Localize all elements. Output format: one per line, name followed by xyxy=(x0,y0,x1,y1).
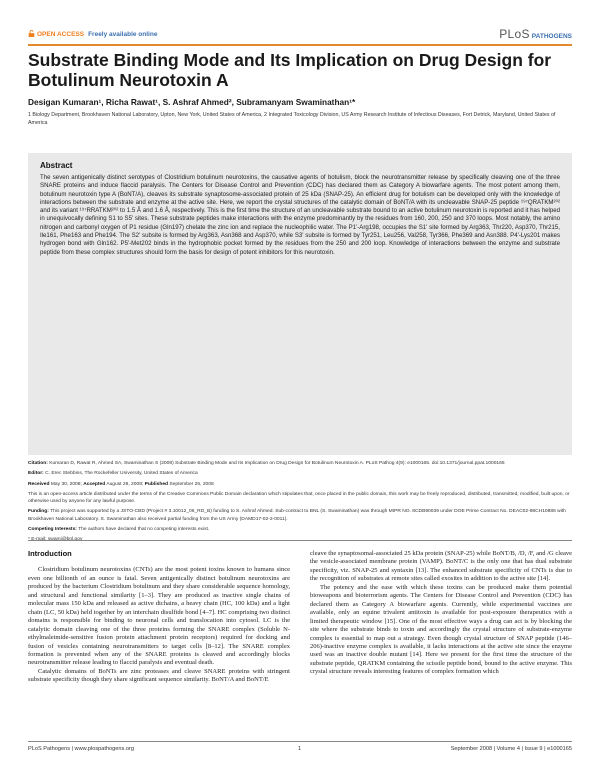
journal-logo-sub: PATHOGENS xyxy=(531,33,572,40)
abstract-text: The seven antigenically distinct serotypes of Clostridium botulinum neurotoxins, the causative agents of botulism, block the neurotransmitter release by specifically cleaving one of the three SNARE proteins and induce flaccid paralysis. The Centers for Disease Control and Prevention (CDC) has declared them as Category A biowarfare agents. The most potent among them, botulinum neurotoxin type A (BoNT/A), cleaves its substrate synaptosome-associated protein of 25 kDa (SNAP-25). An efficient drug for botulism can be developed only with the knowledge of interactions between the substrate and enzyme at the active site. Here, we report the crystal structures of the catalytic domain of BoNT/A with its uncleavable SNAP-25 peptide ¹⁹⁷QRATKM²⁰² and its variant ¹⁹⁷RRATKM²⁰² to 1.5 Å and 1.6 Å, respectively. This is the first time the structure of an uncleavable substrate bound to an active botulinum neurotoxin is reported and it has helped in unequivocally defining S1 to S5' sites. These substrate peptides make interactions with the enzyme predominantly by the residues from 160, 200, 250 and 370 loops. Most notably, the amino nitrogen and carbonyl oxygen of P1 residue (Gln197) chelate the zinc ion and replace the nucleophilic water. The P1'-Arg198, occupies the S1' site formed by Arg363, Thr220, Asp370, Thr215, Ile161, Phe163 and Phe194. The S2' subsite is formed by Arg363, Asn368 and Asp370, while S3' subsite is formed by Tyr251, Leu256, Val258, Tyr366, Phe369 and Asn388. P4'-Lys201 makes hydrogen bond with Gln162. P5'-Met202 binds in the hydrophobic pocket formed by the residues from the 250 and 200 loop. Knowledge of interactions between the enzyme and substrate peptide from these complex structures should form the basis for design of potent inhibitors for this neurotoxin. xyxy=(40,174,560,256)
intro-heading: Introduction xyxy=(28,549,72,558)
open-access-text: OPEN ACCESS xyxy=(37,31,85,38)
footer-issue-info: September 2008 | Volume 4 | Issue 9 | e1000165 xyxy=(450,746,572,752)
editor: Editor: C. Erec Stebbins, The Rockefeller University, United States of America xyxy=(28,471,198,477)
citation: Citation: Kumaran D, Rawat R, Ahmed SA, Swaminathan S (2008) Substrate Binding Mode and Its Implication on Drug Design for Botulinum Neurotoxin A. PLoS Pathog 4(9): e1000165. doi:10.1371/journal.ppat.1000165 xyxy=(28,461,505,466)
abstract-box xyxy=(28,153,572,455)
funding: Funding: This project was supported by a JSTO-CBD (Project # 3.10012_06_RD_B) funding to S. Ashraf Ahmed. Sub-contract to BNL (S. Swaminathan) was through MIPR NO. 8CDB90039 under DOE Prime Contract No. DEAC02-98CH10886 with Brookhaven National Laboratory. S. Swaminathan also received partial funding from the US Army (DAMD17-02-2-0011). xyxy=(28,509,566,522)
page-number: 1 xyxy=(298,746,302,752)
competing-interests: Competing Interests: The authors have declared that no competing interests exist. xyxy=(28,527,210,533)
dates: Received May 30, 2008; Accepted August 28, 2008; Published September 26, 2008 xyxy=(28,481,214,487)
lock-open-icon xyxy=(28,30,35,37)
paragraph: The potency and the ease with which these toxins can be produced make them potential bioweapons and bioterrorism agents. The Centers for Disease Control and Prevention (CDC) has declared them as Category A biowarfare agents. Currently, while experimental vaccines are available, only an equine trivalent antitoxin is available for post-exposure therapeutics with a limited therapeutic window [15]. One of the most effective ways a drug can act is by blocking the site where the substrate binds to toxin and accordingly the crystal structure of substrate-enzyme complex is essential to map out a strategy. Even though crystal structure of SNAP peptide (146–206)-inactive enzyme complex is available, it lacks interactions at the active site since the enzyme used was an inactive double mutant [14]. Here we present for the first time the structure of the substrate peptide, QRATKM containing the scissile peptide bond, bound to the active enzyme. This crystal structure reveals interesting features of complex formation which xyxy=(310,583,572,676)
open-access-label xyxy=(28,30,157,38)
paragraph: cleave the synaptosomal-associated 25 kDa protein (SNAP-25) while BoNT/B, /D, /F, and /G cleave the vesicle-associated membrane protein (VAMP). BoNT/C is the only one that has dual substrate specificity, viz. SNAP-25 and syntaxin [13]. The enhanced substrate specificity of CNTs is due to the recognition of substrates at remote sites called exosites in addition to the active site [14]. xyxy=(310,550,572,583)
author-list: Desigan Kumaran¹, Richa Rawat¹, S. Ashraf Ahmed², Subramanyam Swaminathan¹* xyxy=(28,97,356,107)
paragraph: Catalytic domains of BoNTs are zinc proteases and cleave SNARE proteins with stringent substrate specificity though they share significant sequence similarity. BoNT/A and BoNT/E xyxy=(28,667,290,684)
page-footer xyxy=(28,741,572,752)
journal-logo[interactable] xyxy=(499,27,572,41)
header-bar xyxy=(28,27,572,46)
article-metadata xyxy=(28,460,572,547)
email-link[interactable]: * E-mail: swami@bnl.gov xyxy=(28,537,83,543)
article-title: Substrate Binding Mode and Its Implication on Drug Design for Botulinum Neurotoxin A xyxy=(28,50,552,90)
paragraph: Clostridium botulinum neurotoxins (CNTs) are the most potent toxins known to humans since even one billionth of an ounce is fatal. Seven antigenically distinct botulinum neurotoxins are produced by the bacterium Clostridium botulinum and they share considerable sequence homology, and structural and functional similarity [1–3]. They are produced as inactive single chains of molecular mass 150 kDa and released as active dichains, a heavy chain (HC, 100 kDa) and a light chain (LC, 50 kDa) held together by an interchain disulfide bond [4–7]. HC comprising two distinct domains is responsible for binding to neuronal cells and translocation into cytosol. LC is the catalytic domain cleaving one of the three proteins forming the SNARE complex (Soluble N-ethylmaleimide-sensitive fusion protein attachment protein receptors) required for docking and fusion of vesicles containing neurotransmitters to target cells [8–12]. The SNARE complex formation is prevented when any of the SNARE proteins is cleaved and accordingly blocks neurotransmitter release leading to flaccid paralysis and eventual death. xyxy=(28,566,290,667)
footer-journal-link[interactable]: PLoS Pathogens | www.plospathogens.org xyxy=(28,746,134,752)
affiliations: 1 Biology Department, Brookhaven National Laboratory, Upton, New York, United States of America, 2 Integrated Toxicology Division, US Army Research Institute of Infectious Diseases, Fort Detrick, Maryland, United States of America xyxy=(28,112,556,127)
body-column-right xyxy=(310,550,572,677)
free-online-text: Freely available online xyxy=(88,31,158,38)
abstract-heading: Abstract xyxy=(40,161,73,170)
body-column-left xyxy=(28,550,290,685)
license: This is an open-access article distributed under the terms of the Creative Commons Public Domain declaration which stipulates that, once placed in the public domain, this work may be freely reproduced, distributed, transmitted, modified, built upon, or otherwise used by anyone for any lawful purpose. xyxy=(28,491,570,505)
journal-logo-main: PLoS xyxy=(499,27,530,41)
divider xyxy=(28,540,572,541)
